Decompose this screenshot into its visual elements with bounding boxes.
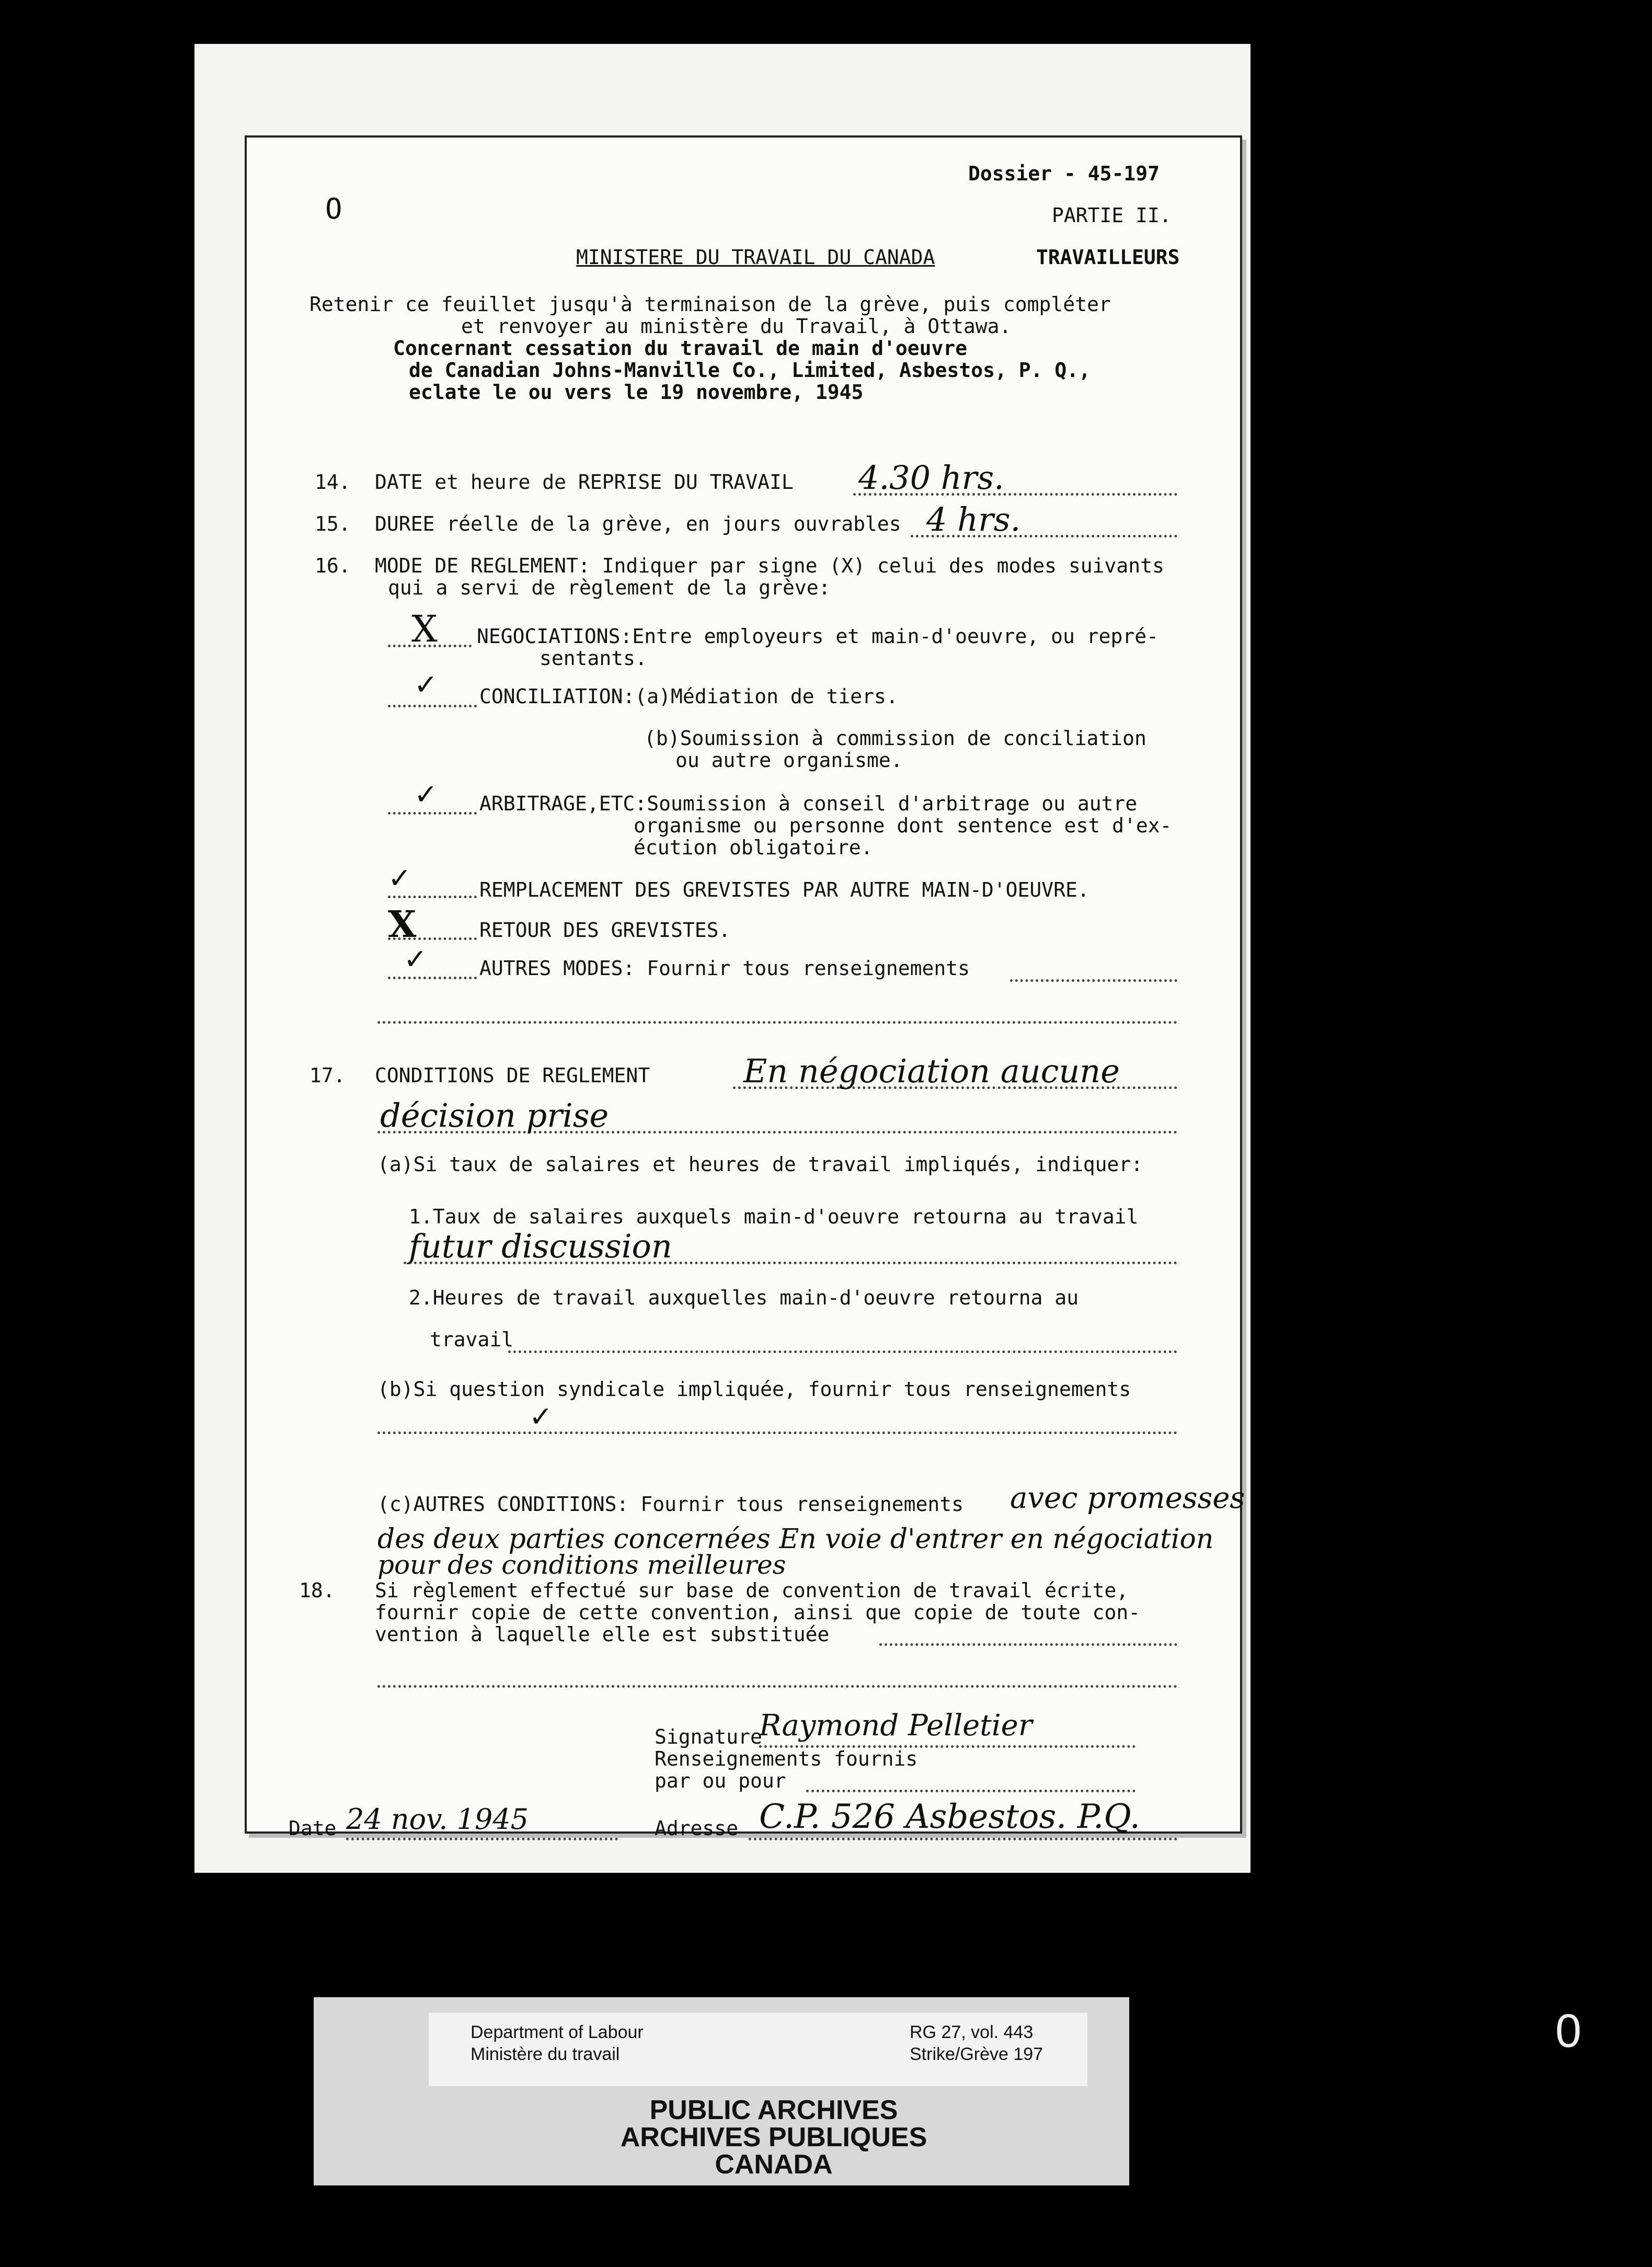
item-17-answer-1: En négociation aucune xyxy=(743,1052,1120,1090)
department-fr: Ministère du travail xyxy=(471,2044,620,2064)
signature-name: Raymond Pelletier xyxy=(759,1709,1032,1743)
signature-label: Signature xyxy=(655,1725,762,1748)
date-value: 24 nov. 1945 xyxy=(346,1803,529,1836)
arbitrage-line-3: écution obligatoire. xyxy=(634,836,873,859)
item-17a2-line-1: 2.Heures de travail auxquelles main-d'oeuvre retourna au xyxy=(409,1286,1079,1309)
item-18-answer-line-1 xyxy=(879,1643,1177,1646)
autres-check-mark: ✓ xyxy=(404,943,428,976)
arbitrage-blank xyxy=(388,812,477,815)
form-sheet xyxy=(245,135,1245,1840)
public-archives-line-2: ARCHIVES PUBLIQUES xyxy=(620,2122,927,2152)
public-archives-line-3: CANADA xyxy=(715,2149,833,2180)
arbitrage-check-mark: ✓ xyxy=(414,778,438,811)
item-17c-answer-1: avec promesses xyxy=(1010,1481,1245,1515)
par-ou-pour-line xyxy=(806,1790,1135,1792)
item-17a1-answer: futur discussion xyxy=(409,1227,672,1265)
item-18-answer-line-2 xyxy=(377,1685,1177,1688)
item-17-answer-2: décision prise xyxy=(380,1096,609,1135)
archive-reference-card xyxy=(429,2013,1087,2086)
address-value: C.P. 526 Asbestos. P.Q. xyxy=(759,1797,1140,1836)
ministry-title: MINISTERE DU TRAVAIL DU CANADA xyxy=(576,246,935,269)
dossier-number: Dossier - 45-197 xyxy=(968,162,1160,185)
item-16-number: 16. xyxy=(315,554,351,577)
item-17c-answer-2: des deux parties concernées En voie d'entrer en négociation xyxy=(377,1524,1214,1555)
conciliation-blank xyxy=(388,705,477,707)
retour-x-mark: X xyxy=(388,902,417,946)
item-17-number: 17. xyxy=(309,1064,346,1087)
item-17c-answer-3: pour des conditions meilleures xyxy=(377,1550,786,1580)
item-17b-answer-line xyxy=(377,1432,1177,1434)
concern-line-2: de Canadian Johns-Manville Co., Limited, Asbestos, P. Q., xyxy=(409,359,1091,382)
public-archives-line-1: PUBLIC ARCHIVES xyxy=(649,2095,898,2125)
item-18-line-3: vention à laquelle elle est substituée xyxy=(375,1623,830,1646)
item-17b-check-mark: ✓ xyxy=(529,1400,553,1433)
retour-label: RETOUR DES GREVISTES. xyxy=(479,919,731,942)
item-16-line-1: MODE DE REGLEMENT: Indiquer par signe (X) celui des modes suivants xyxy=(375,554,1164,577)
item-17a-label: (a)Si taux de salaires et heures de travail impliqués, indiquer: xyxy=(377,1153,1143,1176)
remplacement-blank xyxy=(388,896,477,898)
item-15-answer: 4 hrs. xyxy=(926,500,1021,539)
autres-blank xyxy=(388,977,477,979)
archive-reference: RG 27, vol. 443 xyxy=(910,2022,1034,2042)
conciliation-b-line-1: (b)Soumission à commission de conciliation xyxy=(644,727,1146,750)
renseignements-label: Renseignements fournis xyxy=(655,1747,918,1770)
autres-modes-label: AUTRES MODES: Fournir tous renseignements xyxy=(479,957,970,980)
department-en: Department of Labour xyxy=(471,2022,644,2042)
item-15-label: DUREE réelle de la grève, en jours ouvrables xyxy=(375,512,901,535)
conciliation-b-line-2: ou autre organisme. xyxy=(675,749,903,772)
arbitrage-line-2: organisme ou personne dont sentence est d'ex- xyxy=(634,814,1172,837)
negociations-line-2: sentants. xyxy=(540,647,647,670)
item-18-line-2: fournir copie de cette convention, ainsi que copie de toute con- xyxy=(375,1601,1141,1624)
partie-label: PARTIE II. xyxy=(1052,204,1172,227)
document-mount xyxy=(194,44,1251,1873)
concern-line-3: eclate le ou vers le 19 novembre, 1945 xyxy=(409,381,864,404)
conciliation-a: CONCILIATION:(a)Médiation de tiers. xyxy=(479,685,898,708)
autres-modes-extra-line xyxy=(377,1021,1177,1024)
item-17a2-answer-line xyxy=(508,1350,1177,1353)
item-17c-label: (c)AUTRES CONDITIONS: Fournir tous renseignements xyxy=(377,1493,964,1516)
item-17a1-label: 1.Taux de salaires auxquels main-d'oeuvre retourna au travail xyxy=(409,1205,1139,1228)
item-16-line-2: qui a servi de règlement de la grève: xyxy=(388,576,831,599)
negociations-line-1: NEGOCIATIONS:Entre employeurs et main-d'oeuvre, ou repré- xyxy=(477,625,1159,648)
item-15-number: 15. xyxy=(315,512,351,535)
negociations-blank xyxy=(388,645,472,647)
strike-number: Strike/Grève 197 xyxy=(910,2044,1043,2064)
item-17a2-line-2: travail xyxy=(430,1328,514,1351)
negociations-x-mark: X xyxy=(411,608,438,650)
remplacement-check-mark: ✓ xyxy=(388,862,412,895)
item-18-line-1: Si règlement effectué sur base de convention de travail écrite, xyxy=(375,1579,1129,1602)
address-line xyxy=(749,1838,1177,1840)
conciliation-check-mark: ✓ xyxy=(414,668,438,701)
address-label: Adresse xyxy=(655,1817,739,1840)
retour-blank xyxy=(388,937,477,940)
item-18-number: 18. xyxy=(299,1579,335,1602)
instruction-line-2: et renvoyer au ministère du Travail, à Ottawa. xyxy=(461,315,1012,338)
arbitrage-line-1: ARBITRAGE,ETC:Soumission à conseil d'arbitrage ou autre xyxy=(479,792,1138,815)
item-17-label: CONDITIONS DE REGLEMENT xyxy=(375,1064,650,1087)
remplacement-label: REMPLACEMENT DES GREVISTES PAR AUTRE MAIN-D'OEUVRE. xyxy=(479,878,1089,901)
item-14-label: DATE et heure de REPRISE DU TRAVAIL xyxy=(375,471,794,494)
date-line xyxy=(346,1838,618,1840)
frame-marker: 0 xyxy=(1555,2005,1582,2057)
concern-line-1: Concernant cessation du travail de main d'oeuvre xyxy=(393,337,968,360)
item-17b-label: (b)Si question syndicale impliquée, fournir tous renseignements xyxy=(377,1378,1131,1401)
autres-modes-answer-line xyxy=(1010,979,1177,982)
travailleurs-label: TRAVAILLEURS xyxy=(1036,246,1180,269)
item-14-answer: 4.30 hrs. xyxy=(858,459,1004,497)
par-ou-pour-label: par ou pour xyxy=(655,1769,786,1792)
letter-o: O xyxy=(325,192,342,225)
date-label: Date xyxy=(289,1817,337,1840)
item-14-number: 14. xyxy=(315,471,351,494)
instruction-line-1: Retenir ce feuillet jusqu'à terminaison de la grève, puis compléter xyxy=(309,293,1111,316)
